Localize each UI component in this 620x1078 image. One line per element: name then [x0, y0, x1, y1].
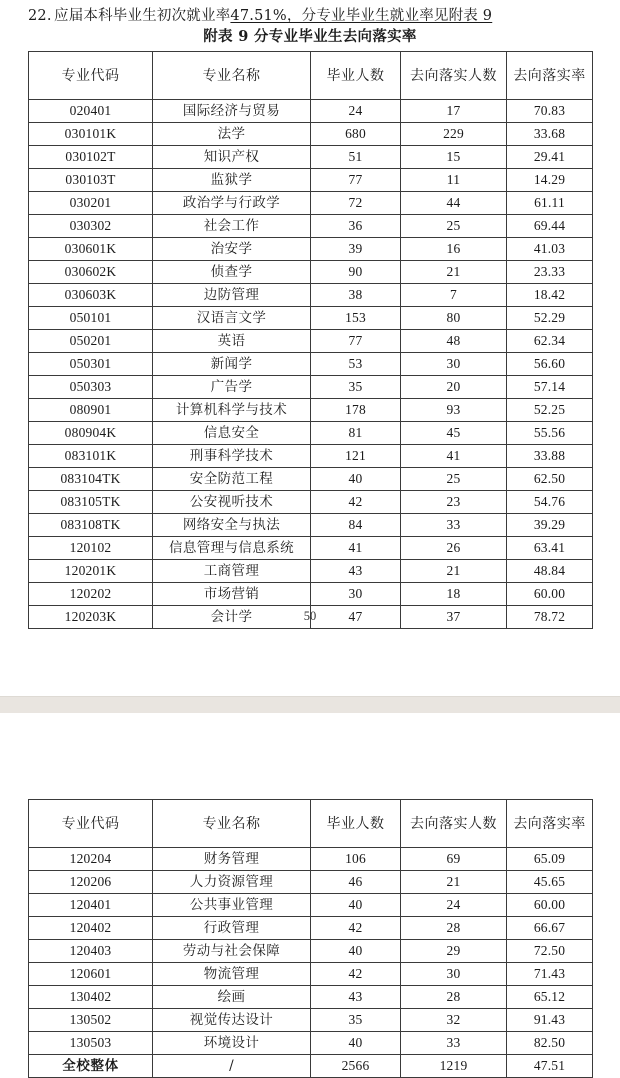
- cell-major-name: 汉语言文学: [153, 307, 311, 330]
- cell-rate: 62.50: [507, 468, 593, 491]
- cell-employed: 25: [401, 215, 507, 238]
- table-row: [29, 537, 593, 560]
- cell-graduates: 77: [311, 169, 401, 192]
- cell-graduates: 84: [311, 514, 401, 537]
- cell-major-code: 030603K: [29, 284, 153, 307]
- cell-employed: 21: [401, 261, 507, 284]
- cell-major-name: 绘画: [153, 986, 311, 1009]
- table-row: [29, 871, 593, 894]
- cell-major-name: 劳动与社会保障: [153, 940, 311, 963]
- cell-rate: 45.65: [507, 871, 593, 894]
- table-row: [29, 422, 593, 445]
- table-row: [29, 146, 593, 169]
- cell-major-code: 030101K: [29, 123, 153, 146]
- column-header-major-code: 专业代码: [29, 52, 153, 100]
- table-row: [29, 894, 593, 917]
- cell-graduates: 680: [311, 123, 401, 146]
- column-header-rate: 去向落实率: [507, 800, 593, 848]
- cell-employed: 41: [401, 445, 507, 468]
- cell-graduates: 46: [311, 871, 401, 894]
- table-row: [29, 307, 593, 330]
- cell-major-name: /: [153, 1055, 311, 1078]
- cell-major-name: 行政管理: [153, 917, 311, 940]
- cell-major-code: 030102T: [29, 146, 153, 169]
- cell-rate: 55.56: [507, 422, 593, 445]
- cell-employed: 37: [401, 606, 507, 629]
- cell-major-name: 知识产权: [153, 146, 311, 169]
- cell-graduates: 43: [311, 986, 401, 1009]
- cell-employed: 33: [401, 514, 507, 537]
- cell-major-name: 公安视听技术: [153, 491, 311, 514]
- cell-major-name: 侦查学: [153, 261, 311, 284]
- cell-graduates: 72: [311, 192, 401, 215]
- cell-major-code: 083105TK: [29, 491, 153, 514]
- cell-graduates: 38: [311, 284, 401, 307]
- cell-major-code: 083104TK: [29, 468, 153, 491]
- cell-graduates: 121: [311, 445, 401, 468]
- cell-rate: 61.11: [507, 192, 593, 215]
- cell-employed: 17: [401, 100, 507, 123]
- table-header-row: [29, 52, 593, 100]
- cell-employed: 32: [401, 1009, 507, 1032]
- cell-major-code: 120601: [29, 963, 153, 986]
- column-header-employed: 去向落实人数: [401, 800, 507, 848]
- cell-major-name: 治安学: [153, 238, 311, 261]
- cell-graduates: 40: [311, 1032, 401, 1055]
- cell-graduates: 40: [311, 940, 401, 963]
- cell-major-code: 120403: [29, 940, 153, 963]
- cell-rate: 65.09: [507, 848, 593, 871]
- cell-major-name: 物流管理: [153, 963, 311, 986]
- cell-major-name: 网络安全与执法: [153, 514, 311, 537]
- cell-major-code: 050301: [29, 353, 153, 376]
- table-row: [29, 261, 593, 284]
- cell-rate: 39.29: [507, 514, 593, 537]
- cell-major-code: 050101: [29, 307, 153, 330]
- cell-major-code: 120402: [29, 917, 153, 940]
- cell-graduates: 41: [311, 537, 401, 560]
- cell-rate: 60.00: [507, 894, 593, 917]
- cell-major-name: 监狱学: [153, 169, 311, 192]
- table-caption: 附表 9 分专业毕业生去向落实率: [203, 28, 417, 45]
- table-row: [29, 123, 593, 146]
- table-row: [29, 353, 593, 376]
- cell-major-code: 120204: [29, 848, 153, 871]
- table-row: [29, 238, 593, 261]
- cell-major-name: 视觉传达设计: [153, 1009, 311, 1032]
- column-header-rate: 去向落实率: [507, 52, 593, 100]
- cell-employed: 69: [401, 848, 507, 871]
- section-heading-underlined-text: 47.51%，分专业毕业生就业率见附表 9: [230, 8, 493, 24]
- cell-employed: 16: [401, 238, 507, 261]
- table-row: [29, 940, 593, 963]
- cell-employed: 30: [401, 353, 507, 376]
- cell-graduates: 178: [311, 399, 401, 422]
- cell-employed: 11: [401, 169, 507, 192]
- cell-graduates: 30: [311, 583, 401, 606]
- cell-employed: 24: [401, 894, 507, 917]
- cell-rate: 23.33: [507, 261, 593, 284]
- majors-employment-table-part-1: [28, 51, 593, 629]
- cell-rate: 62.34: [507, 330, 593, 353]
- cell-employed: 33: [401, 1032, 507, 1055]
- cell-major-code: 120201K: [29, 560, 153, 583]
- cell-major-name: 广告学: [153, 376, 311, 399]
- cell-major-code: 120102: [29, 537, 153, 560]
- cell-major-code: 083101K: [29, 445, 153, 468]
- cell-major-name: 政治学与行政学: [153, 192, 311, 215]
- cell-major-code: 080901: [29, 399, 153, 422]
- section-heading: [28, 6, 598, 26]
- cell-employed: 25: [401, 468, 507, 491]
- cell-rate: 47.51: [507, 1055, 593, 1078]
- table-row: [29, 1032, 593, 1055]
- cell-major-code: 020401: [29, 100, 153, 123]
- cell-major-name: 边防管理: [153, 284, 311, 307]
- cell-major-code: 030602K: [29, 261, 153, 284]
- table-row: [29, 376, 593, 399]
- table-row: [29, 583, 593, 606]
- column-header-major-code: 专业代码: [29, 800, 153, 848]
- cell-major-code: 120202: [29, 583, 153, 606]
- cell-rate: 54.76: [507, 491, 593, 514]
- cell-graduates: 39: [311, 238, 401, 261]
- cell-rate: 72.50: [507, 940, 593, 963]
- cell-major-code: 120206: [29, 871, 153, 894]
- table-row: [29, 399, 593, 422]
- cell-employed: 26: [401, 537, 507, 560]
- cell-employed: 48: [401, 330, 507, 353]
- cell-employed: 44: [401, 192, 507, 215]
- table-row: [29, 848, 593, 871]
- column-header-major-name: 专业名称: [153, 800, 311, 848]
- cell-major-name: 会计学: [153, 606, 311, 629]
- table-row: [29, 468, 593, 491]
- cell-graduates: 40: [311, 894, 401, 917]
- section-heading-text: 应届本科毕业生初次就业率: [54, 8, 231, 24]
- cell-major-name: 国际经济与贸易: [153, 100, 311, 123]
- cell-major-name: 社会工作: [153, 215, 311, 238]
- table-row: [29, 1055, 593, 1078]
- table-row: [29, 445, 593, 468]
- cell-employed: 18: [401, 583, 507, 606]
- cell-graduates: 40: [311, 468, 401, 491]
- cell-rate: 63.41: [507, 537, 593, 560]
- cell-rate: 48.84: [507, 560, 593, 583]
- cell-rate: 18.42: [507, 284, 593, 307]
- cell-graduates: 53: [311, 353, 401, 376]
- cell-major-code: 130402: [29, 986, 153, 1009]
- table-row: [29, 917, 593, 940]
- cell-rate: 60.00: [507, 583, 593, 606]
- cell-employed: 23: [401, 491, 507, 514]
- cell-employed: 15: [401, 146, 507, 169]
- cell-major-name: 信息安全: [153, 422, 311, 445]
- cell-graduates: 36: [311, 215, 401, 238]
- cell-employed: 93: [401, 399, 507, 422]
- cell-rate: 57.14: [507, 376, 593, 399]
- cell-employed: 28: [401, 986, 507, 1009]
- cell-graduates: 42: [311, 917, 401, 940]
- table-row: [29, 1009, 593, 1032]
- table-row: [29, 169, 593, 192]
- cell-employed: 80: [401, 307, 507, 330]
- cell-graduates: 42: [311, 963, 401, 986]
- column-header-employed: 去向落实人数: [401, 52, 507, 100]
- cell-graduates: 153: [311, 307, 401, 330]
- cell-rate: 71.43: [507, 963, 593, 986]
- cell-graduates: 35: [311, 1009, 401, 1032]
- cell-major-name: 人力资源管理: [153, 871, 311, 894]
- cell-employed: 20: [401, 376, 507, 399]
- table-header-row: [29, 800, 593, 848]
- cell-graduates: 42: [311, 491, 401, 514]
- table-row: [29, 986, 593, 1009]
- cell-rate: 29.41: [507, 146, 593, 169]
- cell-major-name: 工商管理: [153, 560, 311, 583]
- document-page-two: [0, 713, 620, 1077]
- cell-employed: 30: [401, 963, 507, 986]
- cell-major-code: 080904K: [29, 422, 153, 445]
- table-row: [29, 284, 593, 307]
- cell-graduates: 51: [311, 146, 401, 169]
- column-header-major-name: 专业名称: [153, 52, 311, 100]
- cell-employed: 1219: [401, 1055, 507, 1078]
- cell-major-name: 公共事业管理: [153, 894, 311, 917]
- cell-major-code: 030103T: [29, 169, 153, 192]
- cell-graduates: 35: [311, 376, 401, 399]
- cell-major-name: 新闻学: [153, 353, 311, 376]
- cell-rate: 33.68: [507, 123, 593, 146]
- table-row: [29, 100, 593, 123]
- cell-graduates: 24: [311, 100, 401, 123]
- cell-major-name: 刑事科学技术: [153, 445, 311, 468]
- cell-rate: 41.03: [507, 238, 593, 261]
- cell-rate: 82.50: [507, 1032, 593, 1055]
- table-row: [29, 560, 593, 583]
- cell-major-name: 英语: [153, 330, 311, 353]
- cell-major-name: 信息管理与信息系统: [153, 537, 311, 560]
- cell-graduates: 81: [311, 422, 401, 445]
- cell-major-code: 050303: [29, 376, 153, 399]
- cell-major-name: 法学: [153, 123, 311, 146]
- cell-rate: 69.44: [507, 215, 593, 238]
- cell-employed: 45: [401, 422, 507, 445]
- cell-employed: 7: [401, 284, 507, 307]
- table-row: [29, 491, 593, 514]
- page-number: 50: [303, 609, 317, 623]
- cell-major-code: 130502: [29, 1009, 153, 1032]
- cell-major-name: 环境设计: [153, 1032, 311, 1055]
- table-row: [29, 330, 593, 353]
- cell-employed: 229: [401, 123, 507, 146]
- cell-employed: 29: [401, 940, 507, 963]
- majors-employment-table-part-2: [28, 799, 593, 1078]
- cell-major-code: 030601K: [29, 238, 153, 261]
- cell-employed: 21: [401, 871, 507, 894]
- cell-graduates: 47: [311, 606, 401, 629]
- cell-graduates: 77: [311, 330, 401, 353]
- cell-major-code: 030302: [29, 215, 153, 238]
- table-row: [29, 215, 593, 238]
- cell-rate: 91.43: [507, 1009, 593, 1032]
- table-row: [29, 192, 593, 215]
- cell-rate: 65.12: [507, 986, 593, 1009]
- table-row: [29, 514, 593, 537]
- cell-major-code: 083108TK: [29, 514, 153, 537]
- table-row: [29, 963, 593, 986]
- cell-rate: 52.29: [507, 307, 593, 330]
- cell-graduates: 43: [311, 560, 401, 583]
- cell-rate: 52.25: [507, 399, 593, 422]
- cell-major-code: 130503: [29, 1032, 153, 1055]
- cell-rate: 70.83: [507, 100, 593, 123]
- cell-graduates: 106: [311, 848, 401, 871]
- cell-major-name: 市场营销: [153, 583, 311, 606]
- cell-major-code: 全校整体: [29, 1055, 153, 1078]
- cell-major-code: 120401: [29, 894, 153, 917]
- cell-graduates: 2566: [311, 1055, 401, 1078]
- cell-major-code: 030201: [29, 192, 153, 215]
- cell-rate: 66.67: [507, 917, 593, 940]
- cell-employed: 21: [401, 560, 507, 583]
- cell-graduates: 90: [311, 261, 401, 284]
- cell-major-name: 财务管理: [153, 848, 311, 871]
- cell-rate: 33.88: [507, 445, 593, 468]
- cell-rate: 56.60: [507, 353, 593, 376]
- column-header-graduates: 毕业人数: [311, 800, 401, 848]
- cell-major-name: 安全防范工程: [153, 468, 311, 491]
- cell-major-code: 050201: [29, 330, 153, 353]
- cell-major-name: 计算机科学与技术: [153, 399, 311, 422]
- cell-employed: 28: [401, 917, 507, 940]
- cell-rate: 78.72: [507, 606, 593, 629]
- cell-rate: 14.29: [507, 169, 593, 192]
- section-heading-number: 22.: [28, 8, 52, 24]
- cell-major-code: 120203K: [29, 606, 153, 629]
- column-header-graduates: 毕业人数: [311, 52, 401, 100]
